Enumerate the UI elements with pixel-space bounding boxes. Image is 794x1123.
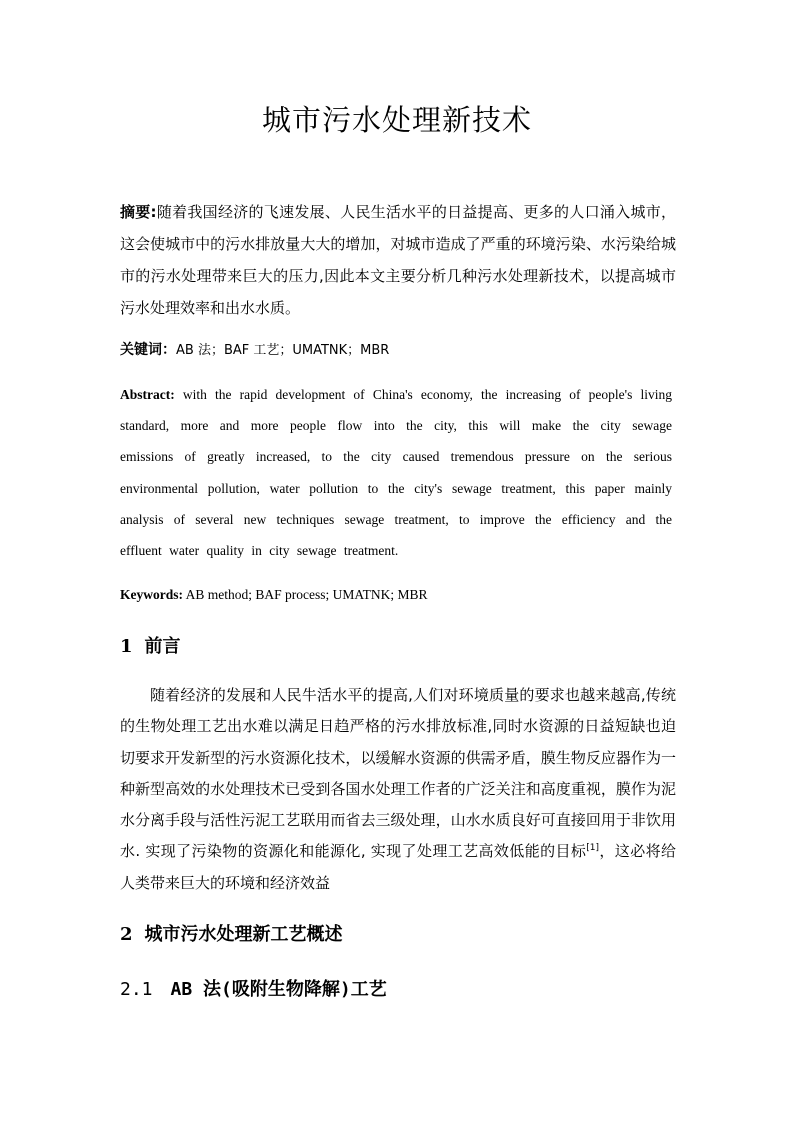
keywords-chinese-label: 关键词： <box>120 342 176 358</box>
section-1-text: 随着经济的发展和人民牛活水平的提高,人们对环境质量的要求也越来越高,传统的生物处理工艺出水难以满足日趋严格的污水排放标准,同时水资源的日益短缺也迫切要求开发新型的污水资源化技术，以缓解水资源的供需矛盾，膜生物反应器作为一种新型高效的水处理技术已受到各国水处理工作者的广泛关注和高度重视，膜作为泥水分离手段与活性污泥工艺联用而省去三级处理，山水水质良好可直接回用于非饮用水. 实现了污染物的资源化和能源化, 实现了处理工艺高效低能的目标 <box>120 686 676 861</box>
citation-marker: [1] <box>586 843 600 854</box>
abstract-chinese-label: 摘要: <box>120 203 157 221</box>
abstract-english <box>120 379 672 566</box>
section-2-number: 2 <box>120 924 133 945</box>
section-1-heading <box>120 632 181 658</box>
section-1-number: 1 <box>120 636 133 657</box>
keywords-chinese <box>120 338 676 363</box>
abstract-chinese <box>120 196 676 324</box>
section-1-paragraph <box>120 680 676 899</box>
document-title: 城市污水处理新技术 <box>261 103 532 137</box>
section-2-heading <box>120 920 343 946</box>
keywords-english <box>120 583 676 607</box>
abstract-english-text: with the rapid development of China's economy, the increasing of people's living standard, more and more people flow into the city, this will make the city sewage emissions of greatly increased, to the city caused tremendous pressure on the serious environmental pollution, water pollution to the city's sewage treatment, this paper mainly analysis of several new techniques sewage treatment, to improve the efficiency and the effluent water quality in city sewage treatment. <box>120 387 673 559</box>
section-1-text-tail: ，这必将给人类带来巨大的环境和经济效益 <box>120 842 676 892</box>
keywords-english-label: Keywords: <box>120 587 183 602</box>
keywords-english-text: AB method; BAF process; UMATNK; MBR <box>185 587 428 602</box>
section-2-1-number: 2.1 <box>120 979 153 1000</box>
keywords-chinese-text: AB 法；BAF 工艺；UMATNK；MBR <box>176 343 390 358</box>
section-2-1-heading <box>120 975 387 1001</box>
section-1-title: 前言 <box>144 636 181 657</box>
abstract-chinese-text: 随着我国经济的飞速发展、人民生活水平的日益提高、更多的人口涌入城市，这会使城市中的污水排放量大大的增加，对城市造成了严重的环境污染、水污染给城市的污水处理带来巨大的压力,因此本文主要分析几种污水处理新技术，以提高城市污水处理效率和出水水质。 <box>120 203 676 317</box>
section-2-1-title: AB 法(吸附生物降解)工艺 <box>170 979 387 1000</box>
section-2-title: 城市污水处理新工艺概述 <box>144 924 343 945</box>
abstract-english-label: Abstract: <box>120 387 175 402</box>
